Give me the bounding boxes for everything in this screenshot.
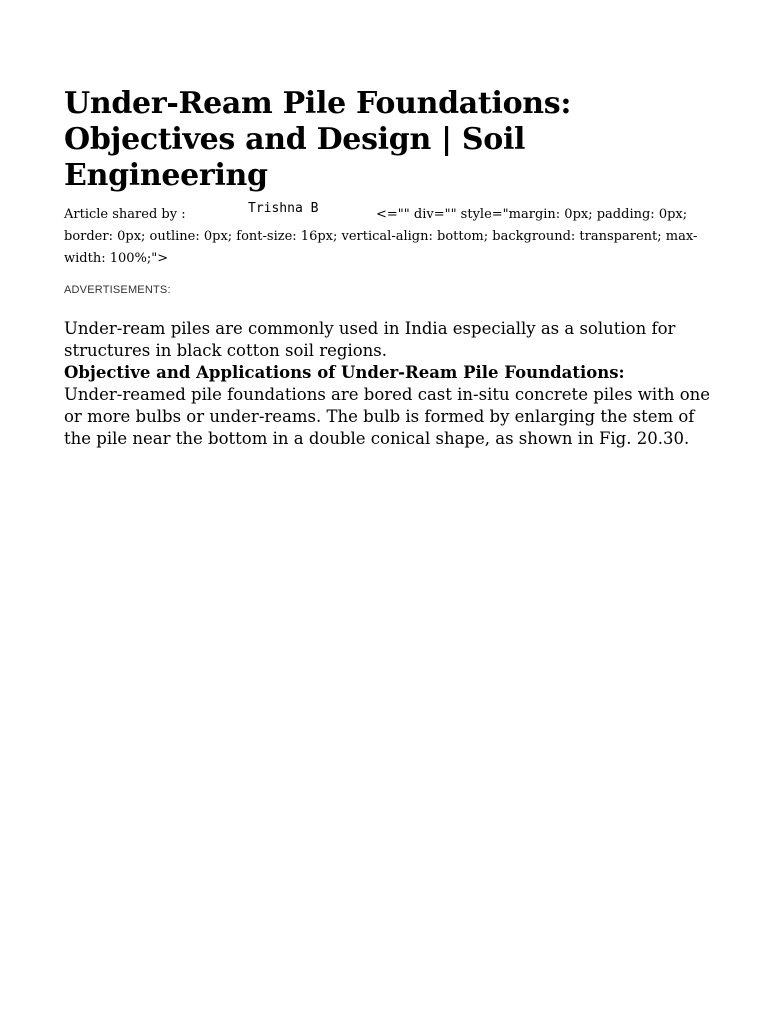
- article-title: Under-Ream Pile Foundations: Objectives and Design | Soil Engineering: [64, 86, 572, 193]
- author-name[interactable]: Trishna B: [248, 201, 319, 216]
- section-heading: Objective and Applications of Under-Ream Pile Foundations:: [64, 363, 625, 382]
- intro-paragraph: Under-ream piles are commonly used in India especially as a solution for structures in black cotton soil regions.: [64, 319, 676, 360]
- article-body: [64, 318, 712, 450]
- byline-label: Article shared by :: [64, 207, 186, 222]
- byline: [64, 201, 712, 270]
- section-paragraph: Under-reamed pile foundations are bored cast in-situ concrete piles with one or more bulbs or under-reams. The bulb is formed by enlarging the stem of the pile near the bottom in a double conical shape, as shown in Fig. 20.30.: [64, 385, 711, 448]
- advertisements-label: ADVERTISEMENTS:: [64, 284, 171, 296]
- article: [64, 86, 712, 450]
- byline-residue-text: <="" div="" style="margin: 0px; padding: 0px; border: 0px; outline: 0px; font-size: 16px; vertical-align: bottom; background: transparent; max-width: 100%;">: [64, 207, 698, 266]
